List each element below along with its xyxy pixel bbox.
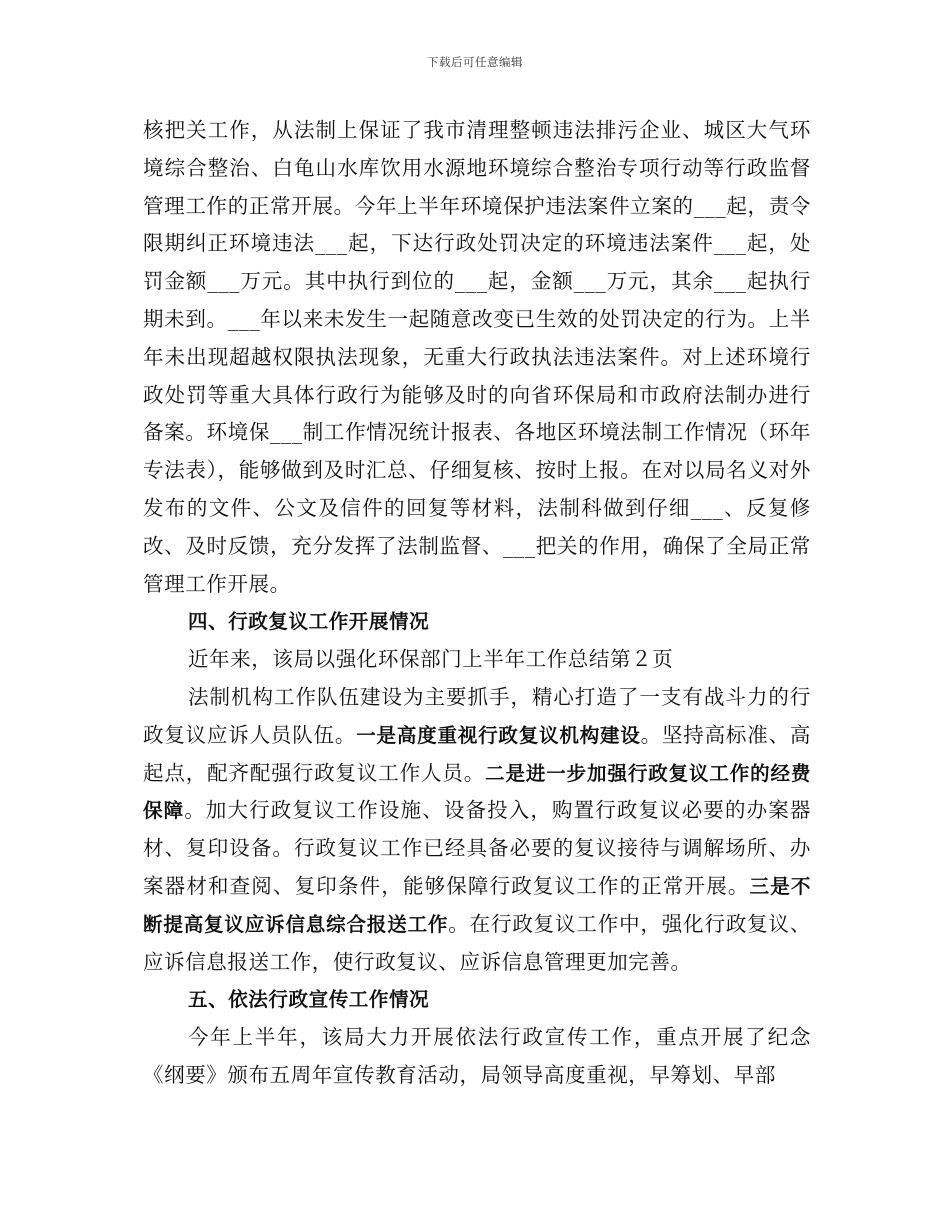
section-heading-5: 五、依法行政宣传工作情况 xyxy=(188,988,430,1012)
bold-point-1: 一是高度重视行政复议机构建设 xyxy=(356,723,641,747)
paragraph-review-team xyxy=(143,679,811,981)
text-run: 。加大行政复议工作设施、设备投入，购置行政复议必要的办案器材、复印设备。行政复议工作已经具备必要的复议接待与调解场所、办案器材和查阅、复印条件，能够保障行政复议工作的正常开展。 xyxy=(143,798,811,898)
paragraph-publicity: 今年上半年，该局大力开展依法行政宣传工作，重点开展了纪念《纲要》颁布五周年宣传教育活动，局领导高度重视，早筹划、早部 xyxy=(143,1025,811,1087)
text-run: 。在行政复议工作中，强化行政复议、应诉信息报送工作，使行政复议、应诉信息管理更加完善。 xyxy=(143,911,811,974)
text-run: 。坚持高标准、高起点，配齐配强行政复议工作人员。 xyxy=(143,722,811,785)
document-body xyxy=(143,112,811,1095)
paragraph-legal-review: 核把关工作，从法制上保证了我市清理整顿违法排污企业、城区大气环境综合整治、白龟山水库饮用水源地环境综合整治专项行动等行政监督管理工作的正常开展。今年上半年环境保护违法案件立案的___起，责令限期纠正环境违法___起，下达行政处罚决定的环境违法案件___起，处罚金额___万元。其中执行到位的___起，金额___万元，其余___起执行期未到。___年以来未发生一起随意改变已生效的处罚决定的行为。上半年未出现超越权限执法现象，无重大行政执法违法案件。对上述环境行政处罚等重大具体行政行为能够及时的向省环保局和市政府法制办进行备案。环境保___制工作情况统计报表、各地区环境法制工作情况（环年专法表），能够做到及时汇总、仔细复核、按时上报。在对以局名义对外发布的文件、公文及信件的回复等材料，法制科做到仔细___、反复修改、及时反馈，充分发挥了法制监督、___把关的作用，确保了全局正常管理工作开展。 xyxy=(143,118,811,596)
page-header-note: 下载后可任意编辑 xyxy=(427,55,523,69)
paragraph-recent-years: 近年来，该局以强化环保部门上半年工作总结第２页 xyxy=(188,647,674,672)
text-run: 法制机构工作队伍建设为主要抓手，精心打造了一支有战斗力的行政复议应诉人员队伍。 xyxy=(143,684,811,747)
bold-point-2: 二是进一步加强行政复议工作的经费保障 xyxy=(143,761,811,823)
section-heading-4: 四、行政复议工作开展情况 xyxy=(188,610,430,634)
bold-point-3: 三是不断提高复议应诉信息综合报送工作 xyxy=(143,874,811,936)
